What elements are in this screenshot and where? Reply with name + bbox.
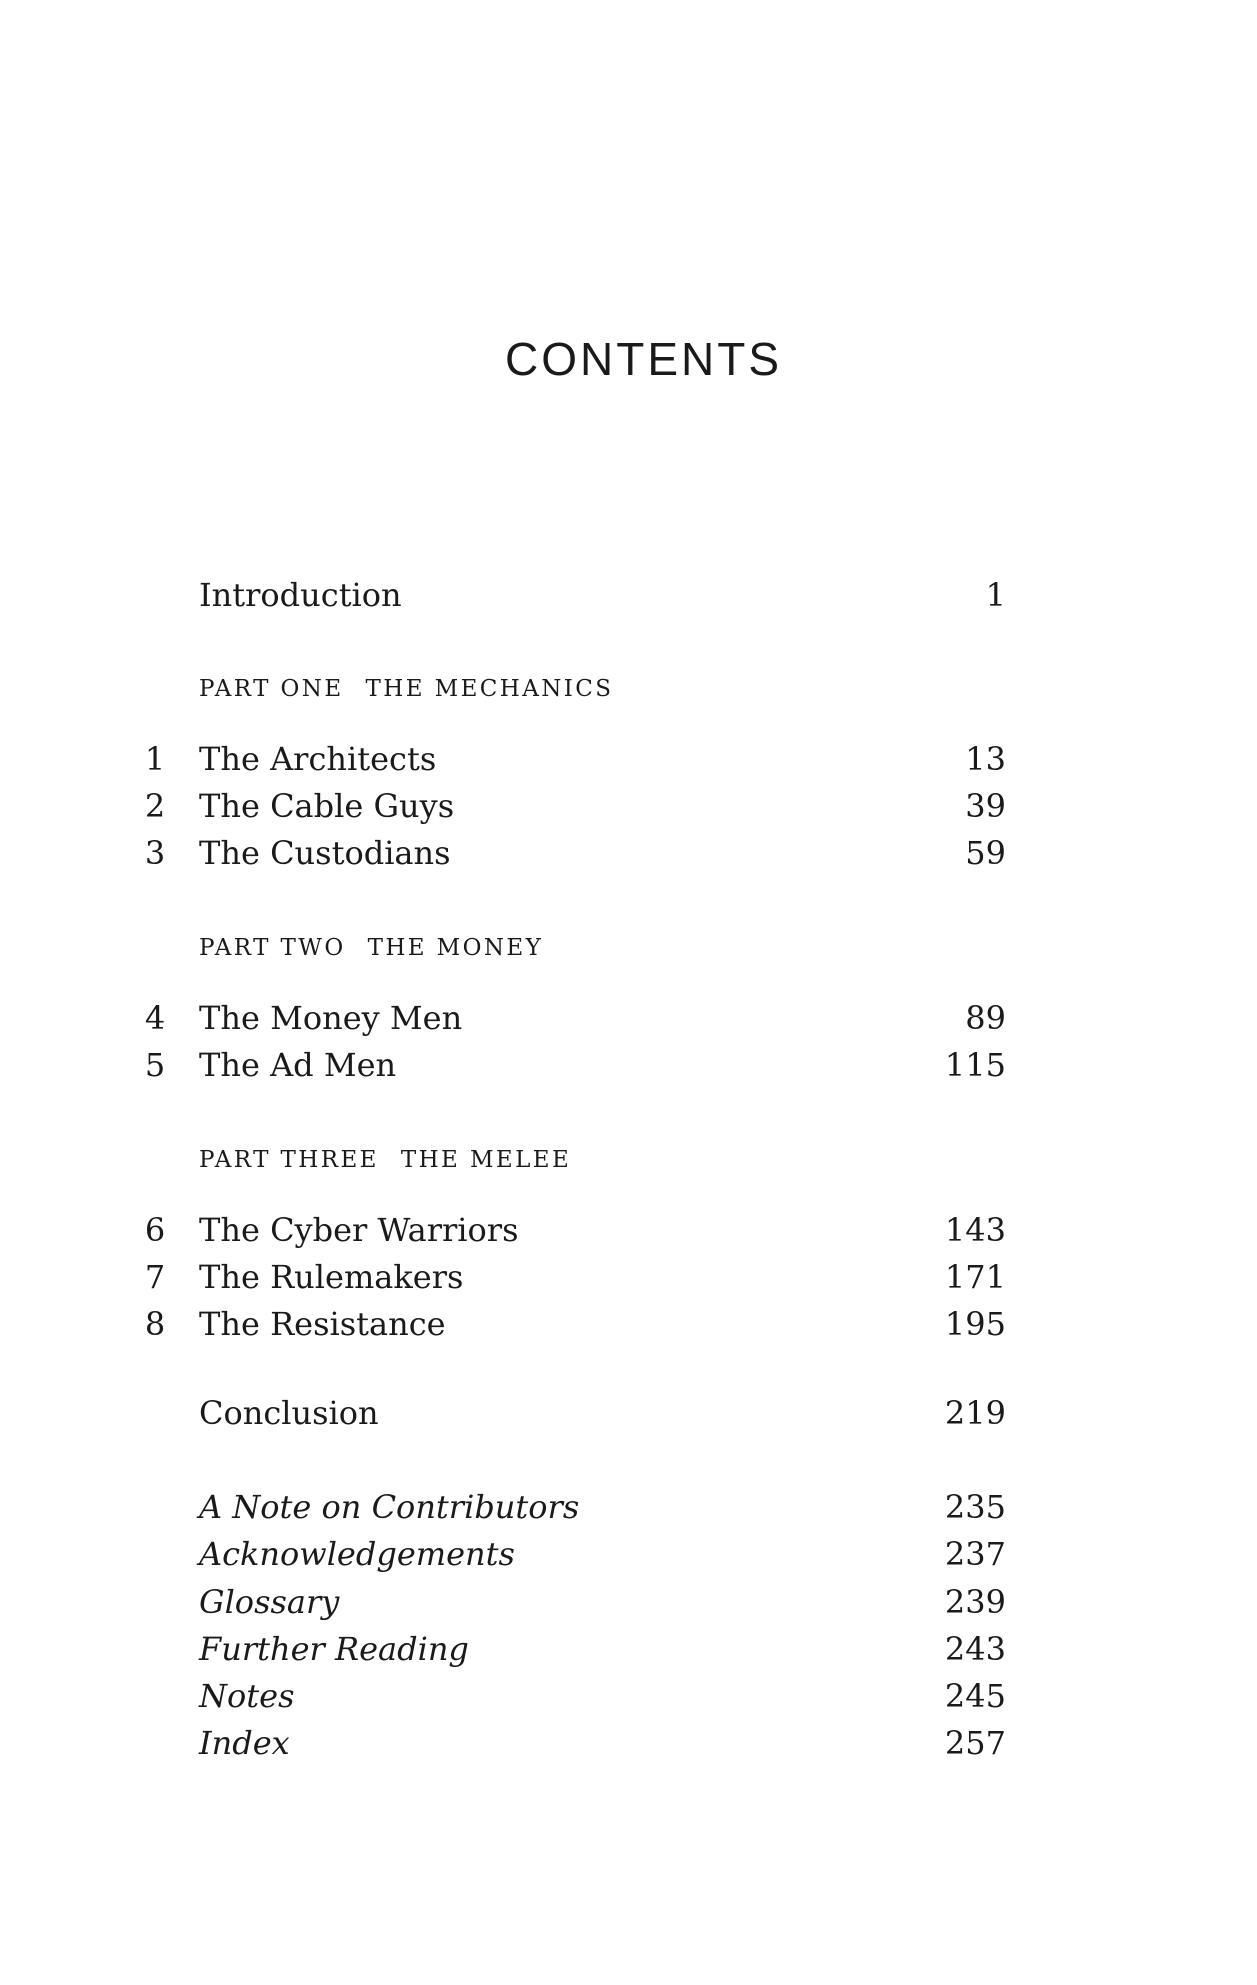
toc-entry-label: The Custodians bbox=[199, 834, 451, 872]
chapter-number: 8 bbox=[144, 1305, 166, 1343]
toc-entry-back-matter[interactable] bbox=[0, 1674, 1257, 1718]
toc-entry-page: 245 bbox=[944, 1677, 1006, 1715]
toc-entry-page: 235 bbox=[944, 1488, 1006, 1526]
toc-entry-label: The Ad Men bbox=[199, 1046, 397, 1084]
toc-entry-label: The Resistance bbox=[199, 1305, 446, 1343]
part-number: PART THREE bbox=[199, 1147, 379, 1173]
toc-entry-page: 195 bbox=[944, 1305, 1006, 1343]
toc-entry-page: 171 bbox=[944, 1258, 1006, 1296]
chapter-number: 5 bbox=[144, 1046, 166, 1084]
toc-entry-back-matter[interactable] bbox=[0, 1580, 1257, 1624]
part-heading bbox=[199, 674, 613, 704]
toc-entry-label: Index bbox=[199, 1724, 290, 1762]
toc-entry-page: 115 bbox=[944, 1046, 1006, 1084]
toc-entry-label: A Note on Contributors bbox=[199, 1488, 580, 1526]
toc-entry-chapter[interactable] bbox=[0, 1255, 1257, 1299]
toc-entry-page: 143 bbox=[944, 1211, 1006, 1249]
toc-entry-label: Further Reading bbox=[199, 1630, 469, 1668]
toc-entry-label: The Cable Guys bbox=[199, 787, 455, 825]
toc-entry-page: 219 bbox=[944, 1394, 1006, 1432]
toc-entry-label: Conclusion bbox=[199, 1394, 379, 1432]
toc-entry-chapter[interactable] bbox=[0, 996, 1257, 1040]
toc-entry-conclusion[interactable] bbox=[0, 1391, 1257, 1435]
chapter-number: 2 bbox=[144, 787, 166, 825]
toc-entry-chapter[interactable] bbox=[0, 1302, 1257, 1346]
toc-entry-label: Introduction bbox=[199, 576, 402, 614]
toc-entry-page: 237 bbox=[944, 1535, 1006, 1573]
toc-entry-label: The Rulemakers bbox=[199, 1258, 464, 1296]
toc-entry-page: 13 bbox=[965, 740, 1006, 778]
toc-entry-page: 257 bbox=[944, 1724, 1006, 1762]
toc-entry-chapter[interactable] bbox=[0, 831, 1257, 875]
toc-entry-chapter[interactable] bbox=[0, 1043, 1257, 1087]
part-number: PART ONE bbox=[199, 676, 344, 702]
toc-entry-label: The Architects bbox=[199, 740, 437, 778]
part-name: THE MELEE bbox=[400, 1147, 572, 1173]
part-name: THE MONEY bbox=[367, 935, 544, 961]
toc-entry-back-matter[interactable] bbox=[0, 1721, 1257, 1765]
toc-entry-chapter[interactable] bbox=[0, 1208, 1257, 1252]
toc-entry-back-matter[interactable] bbox=[0, 1485, 1257, 1529]
page-title: CONTENTS bbox=[505, 333, 782, 385]
toc-entry-page: 59 bbox=[965, 834, 1006, 872]
part-name: THE MECHANICS bbox=[365, 676, 614, 702]
chapter-number: 7 bbox=[144, 1258, 166, 1296]
toc-entry-page: 1 bbox=[985, 576, 1006, 614]
toc-entry-label: Acknowledgements bbox=[199, 1535, 515, 1573]
toc-entry-label: Glossary bbox=[199, 1583, 340, 1621]
toc-entry-introduction[interactable] bbox=[0, 573, 1257, 617]
part-number: PART TWO bbox=[199, 935, 346, 961]
chapter-number: 6 bbox=[144, 1211, 166, 1249]
chapter-number: 3 bbox=[144, 834, 166, 872]
toc-entry-back-matter[interactable] bbox=[0, 1532, 1257, 1576]
toc-entry-chapter[interactable] bbox=[0, 737, 1257, 781]
toc-entry-label: The Cyber Warriors bbox=[199, 1211, 519, 1249]
part-heading bbox=[199, 933, 543, 963]
chapter-number: 1 bbox=[144, 740, 166, 778]
toc-entry-label: The Money Men bbox=[199, 999, 463, 1037]
toc-entry-chapter[interactable] bbox=[0, 784, 1257, 828]
toc-entry-page: 39 bbox=[965, 787, 1006, 825]
toc-entry-page: 243 bbox=[944, 1630, 1006, 1668]
chapter-number: 4 bbox=[144, 999, 166, 1037]
toc-entry-label: Notes bbox=[199, 1677, 295, 1715]
part-heading bbox=[199, 1145, 571, 1175]
toc-entry-page: 89 bbox=[965, 999, 1006, 1037]
toc-entry-back-matter[interactable] bbox=[0, 1627, 1257, 1671]
toc-entry-page: 239 bbox=[944, 1583, 1006, 1621]
